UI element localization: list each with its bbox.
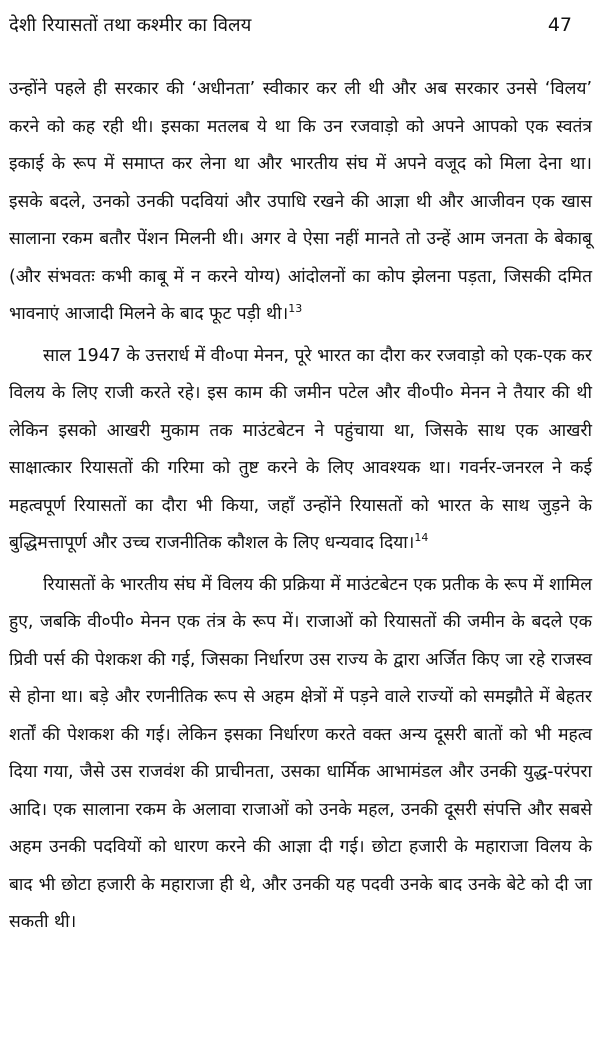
paragraph-3 bbox=[9, 567, 592, 942]
page-number: 47 bbox=[547, 14, 572, 36]
paragraph-2-text: साल 1947 के उत्तरार्ध में वी०पा मेनन, पूरे भारत का दौरा कर रजवाड़ो को एक-एक कर विलय के लिए राजी करते रहे। इस काम की जमीन पटेल और वी०पी० मेनन ने तैयार की थी लेकिन इसको आखरी मुकाम तक माउंटबेटन ने पहुंचाया था, जिसके साथ एक आखरी साक्षात्कार रियासतों की गरिमा को तुष्ट करने के लिए आवश्यक था। गवर्नर-जनरल ने कई महत्वपूर्ण रियासतों का दौरा भी किया, जहाँ उन्होंने रियासतों को भारत के साथ जुड़ने के बुद्धिमत्तापूर्ण और उच्च राजनीतिक कौशल के लिए धन्यवाद दिया। bbox=[9, 345, 592, 553]
paragraph-2 bbox=[9, 338, 592, 563]
paragraph-1 bbox=[9, 71, 592, 334]
footnote-marker-14: 14 bbox=[414, 531, 429, 545]
running-title: देशी रियासतों तथा कश्मीर का विलय bbox=[9, 15, 252, 36]
body-text bbox=[9, 71, 592, 942]
paragraph-1-text: उन्होंने पहले ही सरकार की ‘अधीनता’ स्वीकार कर ली थी और अब सरकार उनसे ‘विलय’ करने को कह रही थी। इसका मतलब ये था कि उन रजवाड़ो को अपने आपको एक स्वतंत्र इकाई के रूप में समाप्त कर लेना था और भारतीय संघ में अपने वजूद को मिला देना था। इसके बदले, उनको उनकी पदवियां और उपाधि रखने की आज्ञा थी और आजीवन एक खास सालाना रकम बतौर पेंशन मिलनी थी। अगर वे ऐसा नहीं मानते तो उन्हें आम जनता के बेकाबू (और संभवतः कभी काबू में न करने योग्य) आंदोलनों का कोप झेलना पड़ता, जिसकी दमित भावनाएं आजादी मिलने के बाद फूट पड़ी थी। bbox=[9, 79, 592, 324]
footnote-marker-13: 13 bbox=[288, 302, 303, 316]
page-header bbox=[9, 0, 592, 44]
paragraph-3-text: रियासतों के भारतीय संघ में विलय की प्रक्रिया में माउंटबेटन एक प्रतीक के रूप में शामिल हुए, जबकि वी०पी० मेनन एक तंत्र के रूप में। राजाओं को रियासतों की जमीन के बदले एक प्रिवी पर्स की पेशकश की गई, जिसका निर्धारण उस राज्य के द्वारा अर्जित किए जा रहे राजस्व से होना था। बड़े और रणनीतिक रूप से अहम क्षेत्रों में पड़ने वाले राज्यों को समझौते में बेहतर शर्तों की पेशकश की गई। लेकिन इसका निर्धारण करते वक्त अन्य दूसरी बातों को भी महत्व दिया गया, जैसे उस राजवंश की प्राचीनता, उसका धार्मिक आभामंडल और उनकी युद्ध-परंपरा आदि। एक सालाना रकम के अलावा राजाओं को उनके महल, उनकी दूसरी संपत्ति और सबसे अहम उनकी पदवियों को धारण करने की आज्ञा दी गई। छोटा हजारी के महाराजा विलय के बाद भी छोटा हजारी के महाराजा ही थे, और उनकी यह पदवी उनके बाद उनके बेटे को दी जा सकती थी। bbox=[9, 574, 592, 932]
